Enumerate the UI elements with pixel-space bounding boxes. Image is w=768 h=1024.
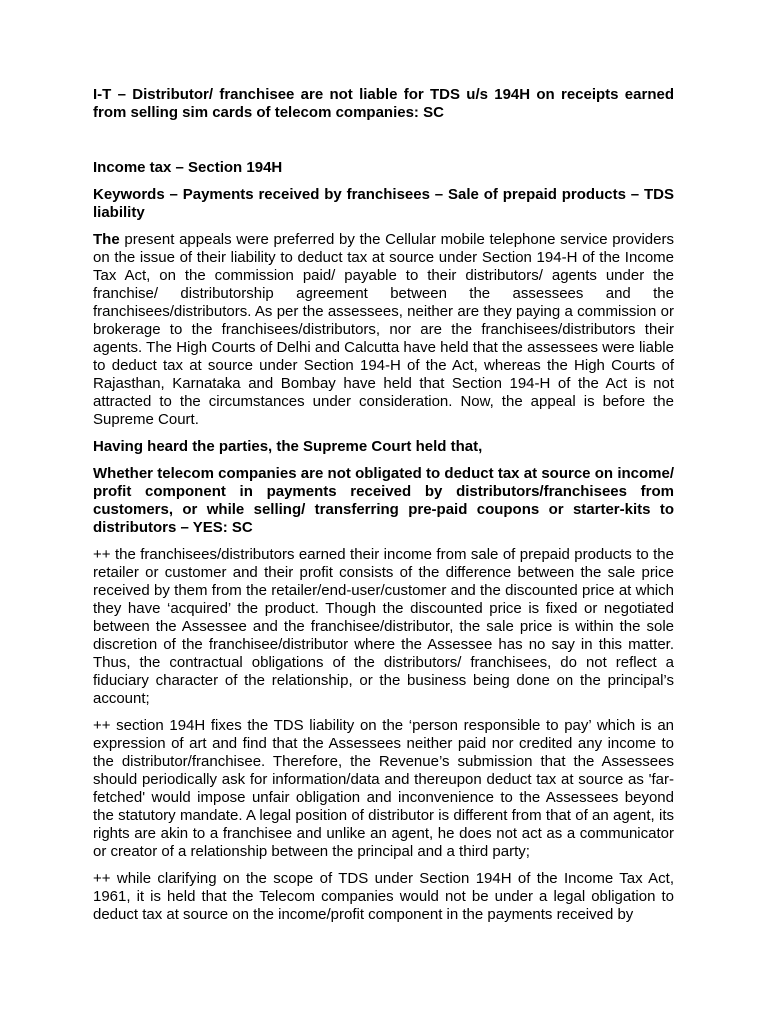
document-page xyxy=(93,86,674,933)
intro-lead: The xyxy=(93,231,120,248)
holding-paragraph-3: ++ while clarifying on the scope of TDS under Section 194H of the Income Tax Act, 1961, it is held that the Telecom companies would not be under a legal obligation to deduct tax at source on the income/profit component in the payments received by xyxy=(93,870,674,923)
holding-paragraph-2: ++ section 194H fixes the TDS liability on the ‘person responsible to pay’ which is an expression of art and find that the Assessees neither paid nor credited any income to the distributor/franchisee. Therefore, the Revenue’s submission that the Assessees should periodically ask for information/data and thereupon deduct tax at source as 'far-fetched' would impose unfair obligation and inconvenience to the Assessees beyond the statutory mandate. A legal position of distributor is different from that of an agent, its rights are akin to a franchisee and unlike an agent, he does not act as a communicator or creator of a relationship between the principal and a third party; xyxy=(93,717,674,860)
keywords-line: Keywords – Payments received by franchisees – Sale of prepaid products – TDS liability xyxy=(93,186,674,221)
held-heading: Having heard the parties, the Supreme Court held that, xyxy=(93,438,483,455)
section-heading: Income tax – Section 194H xyxy=(93,159,283,176)
holding-paragraph-1: ++ the franchisees/distributors earned their income from sale of prepaid products to the retailer or customer and their profit consists of the difference between the sale price received by them from the retailer/end-user/customer and the discounted price at which they have ‘acquired’ the product. Though the discounted price is fixed or negotiated between the Assessee and the franchisee/distributor, the sale price is within the sole discretion of the franchisee/distributor where the Assessee has no say in this matter. Thus, the contractual obligations of the distributors/ franchisees, do not reflect a fiduciary character of the relationship, or the business being done on the principal’s account; xyxy=(93,546,674,707)
question-paragraph: Whether telecom companies are not obligated to deduct tax at source on income/ profit component in payments received by distributors/franchisees from customers, or while selling/ transferring pre-paid coupons or starter-kits to distributors – YES: SC xyxy=(93,465,674,536)
document-title: I-T – Distributor/ franchisee are not liable for TDS u/s 194H on receipts earned from selling sim cards of telecom companies: SC xyxy=(93,86,674,121)
intro-text: present appeals were preferred by the Cellular mobile telephone service providers on the issue of their liability to deduct tax at source under Section 194-H of the Income Tax Act, on the commission paid/ payable to their distributors/ agents under the franchise/ distributorship agreement between the assessees and the franchisees/distributors. As per the assessees, neither are they paying a commission or brokerage to the franchisees/distributors, nor are the franchisees/distributors their agents. The High Courts of Delhi and Calcutta have held that the assessees were liable to deduct tax at source under Section 194-H of the Act, whereas the High Courts of Rajasthan, Karnataka and Bombay have held that Section 194-H of the Act is not attracted to the circumstances under consideration. Now, the appeal is before the Supreme Court. xyxy=(93,231,674,428)
intro-paragraph xyxy=(93,231,674,429)
